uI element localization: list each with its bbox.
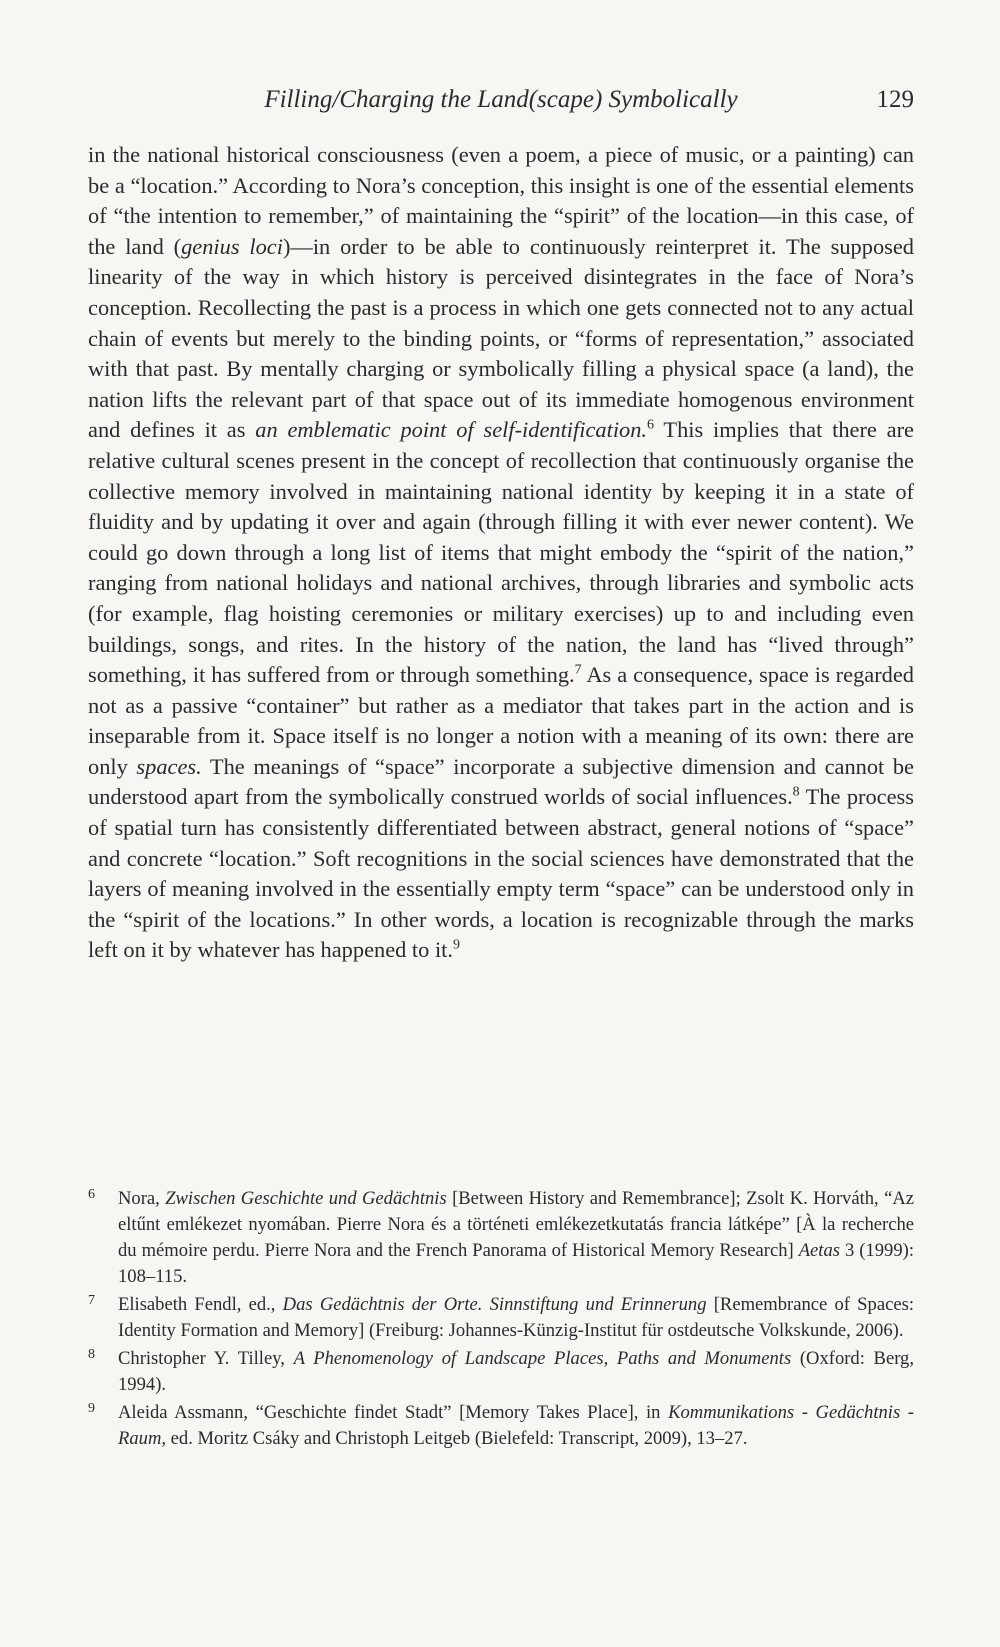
running-header xyxy=(88,86,914,126)
italic-run: Aetas xyxy=(798,1240,840,1261)
footnote-number: 8 xyxy=(88,1347,95,1362)
text-run: )—in order to be able to continuously reinterpret it. The supposed linearity of the way in which history is perceived disintegrates in the face of Nora’s conception. Recollecting the past is a process in which one gets connected not to any actual chain of events but merely to the binding points, or “forms of representation,” associated with that past. By mentally charging or symbolically filling a physical space (a land), the nation lifts the relevant part of that space out of its immediate homogenous environment and defines it as xyxy=(88,233,914,443)
italic-run: Das Gedächtnis der Orte. Sinnstiftung und Erinnerung xyxy=(282,1294,707,1315)
footnote xyxy=(88,1292,914,1344)
text-run: Nora, xyxy=(118,1188,166,1209)
text-run: The process of spatial turn has consistently differentiated between abstract, general notions of “space” and concrete “location.” Soft recognitions in the social sciences have demonstrated that the layers of meaning involved in the essentially empty term “space” can be understood only in the “spirit of the locations.” In other words, a location is recognizable through the marks left on it by whatever has happened to it. xyxy=(88,784,914,963)
footnote-ref[interactable]: 9 xyxy=(453,937,460,953)
text-run: Elisabeth Fendl, ed., xyxy=(118,1294,283,1315)
text-run: Christopher Y. Tilley, xyxy=(118,1348,294,1369)
italic-run: Zwischen Geschichte und Gedächtnis xyxy=(165,1188,447,1209)
italic-run: an emblematic point of self-identification. xyxy=(255,417,648,443)
footnote xyxy=(88,1400,914,1452)
footnotes xyxy=(88,1186,914,1454)
text-run: Aleida Assmann, “Geschichte findet Stadt” [Memory Takes Place], in xyxy=(118,1402,669,1423)
footnote-number: 7 xyxy=(88,1293,95,1308)
body-paragraph xyxy=(88,140,914,966)
text-run: 3 (1999): 108–115. xyxy=(118,1240,914,1287)
text-run: This implies that there are relative cultural scenes present in the concept of recollection that continuously organise the collective memory involved in maintaining national identity by keeping it in a state of fluidity and by updating it over and again (through filling it with ever newer content). We could go down through a long list of items that might embody the “spirit of the nation,” ranging from national holidays and national archives, through libraries and symbolic acts (for example, flag hoisting ceremonies or military exercises) up to and including even buildings, songs, and rites. In the history of the nation, the land has “lived through” something, it has suffered from or through something. xyxy=(88,417,914,688)
footnote-ref[interactable]: 6 xyxy=(647,417,655,433)
page-number: 129 xyxy=(876,86,914,113)
footnote xyxy=(88,1186,914,1290)
footnote-ref[interactable]: 7 xyxy=(574,662,582,678)
text-run: in the national historical consciousness (even a poem, a piece of music, or a painting) can be a “location.” According to Nora’s conception, this insight is one of the essential elements of “the intention to remember,” of maintaining the “spirit” of the location—in this case, of the land ( xyxy=(88,142,914,259)
running-title: Filling/Charging the Land(scape) Symbolically xyxy=(264,86,738,113)
text-run: ed. Moritz Csáky and Christoph Leitgeb (Bielefeld: Transcript, 2009), 13–27. xyxy=(166,1428,748,1449)
italic-run: spaces. xyxy=(136,753,202,779)
text-run: The meanings of “space” incorporate a subjective dimension and cannot be understood apart from the symbolically construed worlds of social influences. xyxy=(88,753,914,810)
footnote-number: 9 xyxy=(88,1401,95,1416)
text-run: [Between History and Remembrance]; Zsolt K. Horváth, “Az eltűnt emlékezet nyomában. Pierre Nora és a történeti emlékezetkutatás francia látképe” [À la recherche du mémoire perdu. Pierre Nora and the French Panorama of Historical Memory Research] xyxy=(118,1188,915,1261)
italic-run: A Phenomenology of Landscape Places, Paths and Monuments xyxy=(293,1348,792,1369)
italic-run: genius loci xyxy=(181,233,283,259)
footnote-ref[interactable]: 8 xyxy=(792,785,800,800)
text-run: As a consequence, space is regarded not as a passive “container” but rather as a mediator that takes part in the action and is inseparable from it. Space itself is no longer a notion with a meaning of its own: there are only xyxy=(88,662,914,779)
footnote-number: 6 xyxy=(88,1187,95,1202)
body-text xyxy=(88,140,914,966)
text-run: [Remembrance of Spaces: Identity Formation and Memory] (Freiburg: Johannes-Künzig-Institut für ostdeutsche Volkskunde, 2006). xyxy=(118,1294,914,1341)
text-run: (Oxford: Berg, 1994). xyxy=(118,1348,914,1395)
italic-run: Kommunikations - Gedächtnis - Raum, xyxy=(118,1402,915,1449)
footnote xyxy=(88,1346,914,1398)
